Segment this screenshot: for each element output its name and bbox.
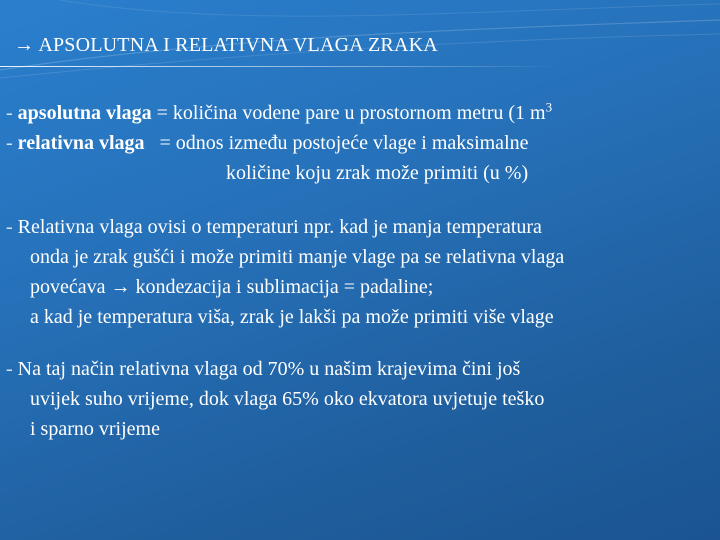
paragraph-2-line-1: - Na taj način relativna vlaga od 70% u našim krajevima čini još [6, 358, 521, 380]
bullet-dash: - [6, 358, 18, 380]
arrow-icon: → [110, 276, 131, 298]
title-bar [0, 28, 720, 68]
definition-text: = količina vodene pare u prostornom metru (1 m [151, 102, 546, 124]
paragraph-1-line-3: povećava → kondezacija i sublimacija = padaline; [30, 276, 434, 298]
definition-continuation: količine koju zrak može primiti (u %) [226, 162, 529, 184]
title-underline [0, 66, 560, 67]
paragraph-2-line-2: uvijek suho vrijeme, dok vlaga 65% oko ekvatora uvjetuje teško [30, 388, 545, 410]
slide-title [14, 34, 438, 57]
arrow-icon: → [14, 34, 35, 56]
paragraph-1-line-1: - Relativna vlaga ovisi o temperaturi npr. kad je manja temperatura [6, 216, 542, 238]
superscript: 3 [545, 99, 553, 115]
paragraph-2-line-3: i sparno vrijeme [30, 418, 160, 440]
term-absolute-humidity: apsolutna vlaga [17, 102, 152, 124]
slide-title-text: APSOLUTNA I RELATIVNA VLAGA ZRAKA [38, 34, 438, 56]
definition-relative [6, 128, 712, 158]
bullet-dash: - [6, 216, 18, 238]
bullet-dash: - [6, 102, 18, 124]
paragraph-1-line-4: a kad je temperatura viša, zrak je lakši pa može primiti više vlage [30, 306, 554, 328]
bullet-dash: - [6, 132, 18, 154]
definition-absolute [6, 98, 712, 128]
paragraph-1-line-2: onda je zrak gušći i može primiti manje vlage pa se relativna vlaga [30, 246, 565, 268]
slide-body [6, 98, 712, 444]
term-relative-humidity: relativna vlaga [17, 132, 145, 154]
definition-text: = odnos između postojeće vlage i maksimalne [144, 132, 529, 154]
